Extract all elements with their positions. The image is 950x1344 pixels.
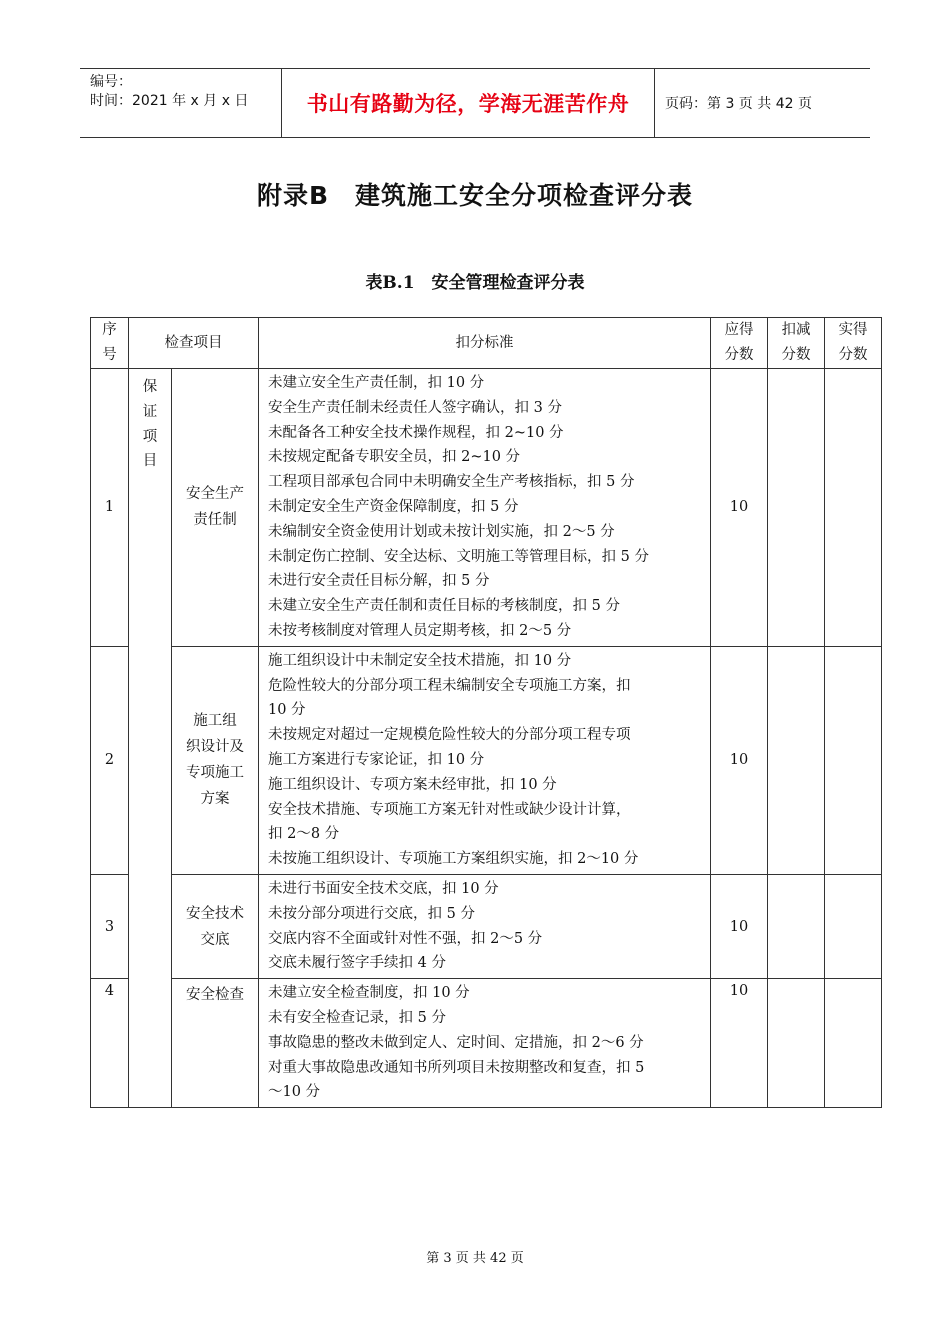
table-row <box>91 874 882 978</box>
table-header-row <box>91 318 882 369</box>
row-due-score: 10 <box>711 646 768 874</box>
table-row <box>91 646 882 874</box>
header-deduct-score: 扣减 分数 <box>768 318 825 369</box>
row-due-score: 10 <box>711 369 768 647</box>
header-due-score: 应得 分数 <box>711 318 768 369</box>
row-item: 安全技术 交底 <box>172 874 259 978</box>
header-seq: 序 号 <box>91 318 129 369</box>
row-seq: 1 <box>91 369 129 647</box>
row-deduct-score <box>768 369 825 647</box>
row-item: 施工组 织设计及 专项施工 方案 <box>172 646 259 874</box>
document-date: 时间：2021 年 x 月 x 日 <box>90 93 249 109</box>
row-due-score: 10 <box>711 979 768 1108</box>
row-item: 安全生产 责任制 <box>172 369 259 647</box>
row-criteria: 未建立安全生产责任制，扣 10 分 安全生产责任制未经责任人签字确认，扣 3 分 未配备各工种安全技术操作规程，扣 2~10 分 未按规定配备专职安全员，扣 2~10 分 工程项目部承包合同中未明确安全生产考核指标，扣 5 分 未制定安全生产资金保障制度，扣 5 分 未编制安全资金使用计划或未按计划实施，扣 2～5 分 未制定伤亡控制、安全达标、文明施工等管理目标，扣 5 分 未进行安全责任目标分解，扣 5 分 未建立安全生产责任制和责任目标的考核制度，扣 5 分 未按考核制度对管理人员定期考核，扣 2～5 分 <box>259 369 711 647</box>
row-deduct-score <box>768 874 825 978</box>
row-item: 安全检查 <box>172 979 259 1108</box>
document-number-label: 编号： <box>90 74 132 90</box>
row-criteria: 施工组织设计中未制定安全技术措施，扣 10 分 危险性较大的分部分项工程未编制安全专项施工方案，扣 10 分 未按规定对超过一定规模危险性较大的分部分项工程专项 施工方案进行专家论证，扣 10 分 施工组织设计、专项方案未经审批，扣 10 分 安全技术措施、专项施工方案无针对性或缺少设计计算， 扣 2～8 分 未按施工组织设计、专项施工方案组织实施，扣 2～10 分 <box>259 646 711 874</box>
row-deduct-score <box>768 979 825 1108</box>
header-motto: 书山有路勤为径，学海无涯苦作舟 <box>282 69 655 137</box>
safety-management-score-table <box>90 317 882 1108</box>
row-criteria: 未建立安全检查制度，扣 10 分 未有安全检查记录，扣 5 分 事故隐患的整改未做到定人、定时间、定措施，扣 2～6 分 对重大事故隐患改通知书所列项目未按期整改和复查，扣 5 ～10 分 <box>259 979 711 1108</box>
appendix-title: 附录B 建筑施工安全分项检查评分表 <box>256 181 694 210</box>
header-check-item: 检查项目 <box>129 318 259 369</box>
row-actual-score <box>825 369 882 647</box>
table-row <box>91 979 882 1108</box>
page-footer: 第 3 页 共 42 页 <box>426 1251 524 1266</box>
row-actual-score <box>825 646 882 874</box>
row-seq: 4 <box>91 979 129 1108</box>
row-actual-score <box>825 874 882 978</box>
row-deduct-score <box>768 646 825 874</box>
table-caption: 表B.1 安全管理检查评分表 <box>365 273 585 293</box>
row-actual-score <box>825 979 882 1108</box>
table-row <box>91 369 882 647</box>
row-due-score: 10 <box>711 874 768 978</box>
row-seq: 2 <box>91 646 129 874</box>
row-criteria: 未进行书面安全技术交底，扣 10 分 未按分部分项进行交底，扣 5 分 交底内容不全面或针对性不强，扣 2～5 分 交底未履行签字手续扣 4 分 <box>259 874 711 978</box>
page-header <box>80 68 870 138</box>
header-criteria: 扣分标准 <box>259 318 711 369</box>
row-seq: 3 <box>91 874 129 978</box>
header-actual-score: 实得 分数 <box>825 318 882 369</box>
header-page-info: 页码：第 3 页 共 42 页 <box>665 96 812 112</box>
header-meta <box>80 69 282 137</box>
category-label: 保 证 项 目 <box>142 379 158 470</box>
category-cell <box>129 369 172 1108</box>
